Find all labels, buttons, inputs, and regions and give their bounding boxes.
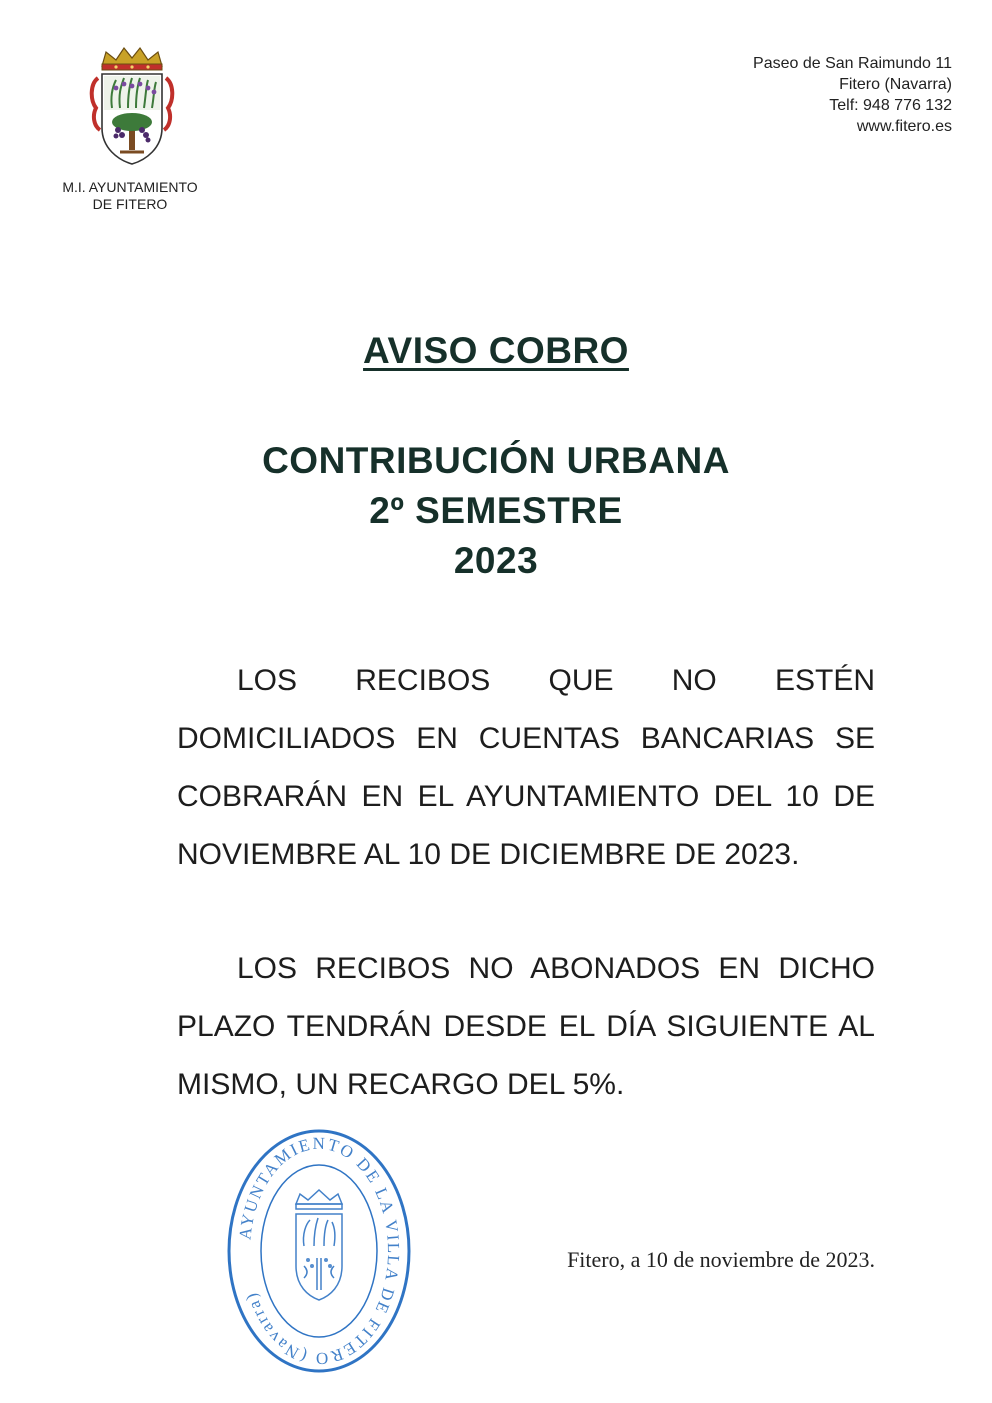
subject-line-3: 2023 xyxy=(453,540,539,581)
address-web: www.fitero.es xyxy=(856,118,952,135)
address-city: Fitero (Navarra) xyxy=(839,76,952,93)
subject-line-2: 2º SEMESTRE xyxy=(369,490,623,531)
organization-name xyxy=(40,179,220,213)
organization-name-line2: DE FITERO xyxy=(92,196,168,212)
address-phone: Telf: 948 776 132 xyxy=(829,97,952,114)
organization-name-line1: M.I. AYUNTAMIENTO xyxy=(62,179,198,195)
date-line: Fitero, a 10 de noviembre de 2023. xyxy=(567,1247,875,1272)
official-seal-icon xyxy=(224,1126,414,1376)
coat-of-arms-icon xyxy=(86,44,178,168)
notice-subject xyxy=(0,436,992,586)
body-paragraph-1: LOS RECIBOS QUE NO ESTÉN DOMICILIADOS EN CUENTAS BANCARIAS SE COBRARÁN EN EL AYUNTAMIENTO DEL 10 DE NOVIEMBRE AL 10 DE DICIEMBRE DE 2023. xyxy=(177,664,875,871)
subject-line-1: CONTRIBUCIÓN URBANA xyxy=(262,440,730,481)
notice-title: AVISO COBRO xyxy=(363,330,629,371)
address-street: Paseo de San Raimundo 11 xyxy=(753,55,952,72)
address-block xyxy=(753,53,952,137)
seal-text: AYUNTAMIENTO DE LA VILLA DE FITERO (Navarra) xyxy=(235,1133,404,1369)
body-paragraph-2: LOS RECIBOS NO ABONADOS EN DICHO PLAZO TENDRÁN DESDE EL DÍA SIGUIENTE AL MISMO, UN RECARGO DEL 5%. xyxy=(177,952,875,1101)
